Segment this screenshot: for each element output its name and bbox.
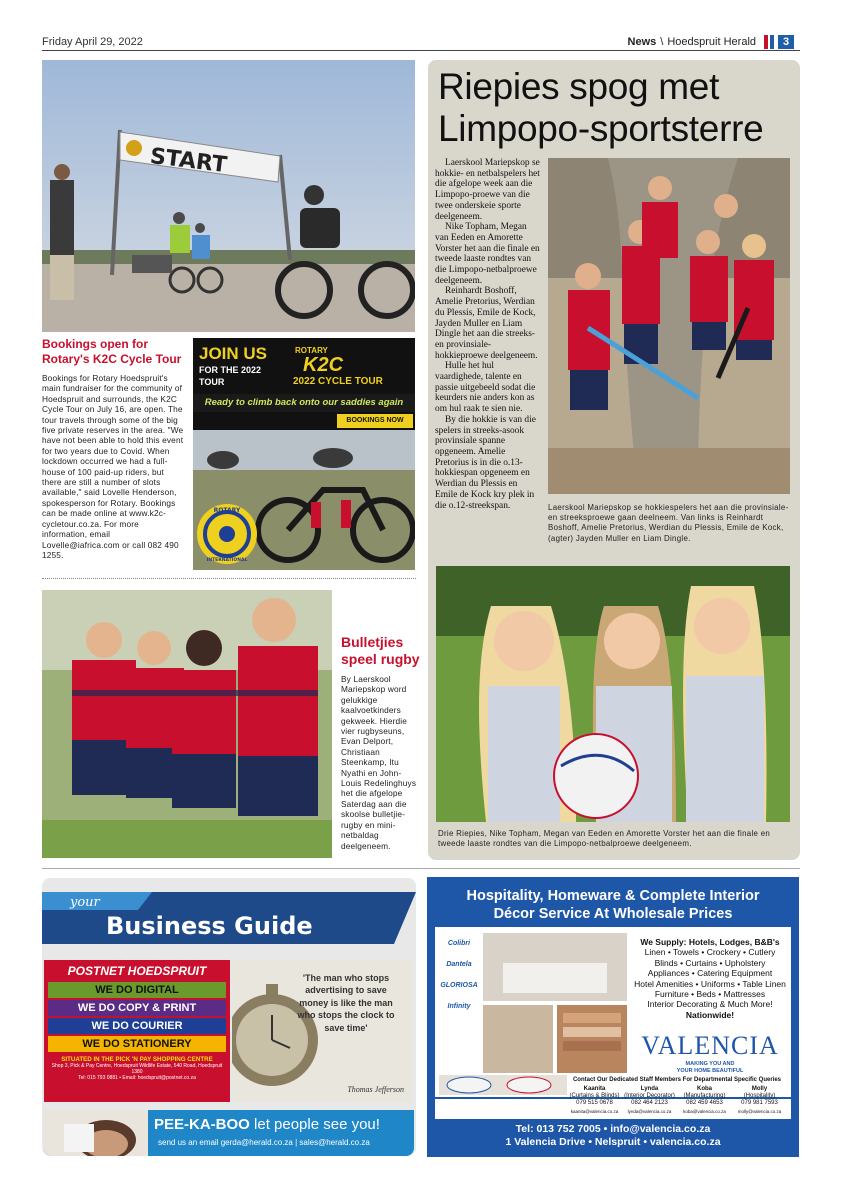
feature-paragraph: Nike Topham, Megan van Eeden en Amorette Vorster het aan die finale en tweede laaste rondtes van die Limpopo-netbalproewe deelgeneem. xyxy=(435,222,540,286)
staff-name: Kaanita xyxy=(583,1086,606,1092)
k2c-bookings-badge xyxy=(337,414,413,428)
k2c-for: FOR THE 2022 xyxy=(199,365,262,375)
postnet-service: WE DO COURIER xyxy=(48,1018,226,1034)
brand-logo: GLORIOSA xyxy=(440,982,478,989)
staff-email: kaanita@valencia.co.za xyxy=(570,1108,619,1114)
cycle-start-photo xyxy=(42,60,415,332)
feature-story-body xyxy=(435,158,541,511)
business-guide-banner xyxy=(42,888,416,946)
valencia-content xyxy=(435,927,791,1100)
feature-headline-line-1: Riepies spog met xyxy=(438,66,720,107)
header-color-bars xyxy=(764,35,774,49)
rugby-story-body: By Laerskool Mariepskop word gelukkige kaalvoetkinders gekweek. Hierdie vier rugbyseuns, Evan Delport, Christiaan Steenkamp, Itu Nyathi en John-Louis Redelinghuys het die afgelope Saterdag aan die skoolse bulletjie-rugby en mini-netbaldag deelgeneem. xyxy=(341,674,417,851)
ad-divider xyxy=(42,868,800,869)
staff-row xyxy=(567,1086,787,1116)
valencia-contact-line-2: 1 Valencia Drive • Nelspruit • valencia.co.za xyxy=(505,1136,721,1148)
supply-line: Appliances • Catering Equipment xyxy=(647,968,773,979)
valencia-advert xyxy=(427,877,799,1157)
jefferson-quote: 'The man who stops advertising to save money is like the man who stops the clock to save time' xyxy=(297,973,395,1033)
staff-role: (Manufacturing) xyxy=(683,1093,726,1100)
hockey-players-photo xyxy=(548,158,790,494)
cycle-headline-line-1: Bookings open for xyxy=(42,337,148,351)
staff-member xyxy=(567,1086,622,1116)
supply-line: Linen • Towels • Crockery • Cutlery xyxy=(644,947,776,958)
page-number: 3 xyxy=(778,35,794,49)
staff-member xyxy=(732,1086,787,1116)
staff-email: koba@valencia.co.za xyxy=(683,1108,726,1114)
brand-logo: Infinity xyxy=(447,1003,471,1010)
cycle-headline-line-2: Rotary's K2C Cycle Tour xyxy=(42,352,182,366)
valencia-brand-list xyxy=(439,933,479,1021)
cycle-headline xyxy=(42,337,181,367)
header-rule xyxy=(42,50,800,51)
staff-heading: Contact Our Dedicated Staff Members For Departmental Specific Queries xyxy=(572,1077,782,1083)
valencia-tagline-1: MAKING YOU AND xyxy=(685,1061,735,1067)
issue-date: Friday April 29, 2022 xyxy=(42,36,143,48)
postnet-address: Shop 3, Pick & Pay Centre, Hoedspruit Wildlife Estate, 540 Road, Hoedspruit 1380 xyxy=(51,1063,223,1076)
feature-paragraph: Laerskool Mariepskop se hokkie- en netbalspelers het die afgelope week aan die Limpopo-proewe van die twee onderskeie sporte deelgeneem. xyxy=(435,158,540,222)
page-header xyxy=(628,35,794,49)
valencia-contact-line-1: Tel: 013 752 7005 • info@valencia.co.za xyxy=(515,1123,711,1135)
quote-advert xyxy=(232,960,412,1102)
postnet-location: SITUATED IN THE PICK 'N PAY SHOPPING CENTRE xyxy=(61,1056,213,1063)
staff-member xyxy=(677,1086,732,1116)
k2c-join: JOIN US xyxy=(199,344,268,363)
staff-phone: 079 981 7593 xyxy=(741,1100,778,1107)
k2c-tour: TOUR xyxy=(199,377,225,387)
staff-email: molly@valencia.co.za xyxy=(737,1108,782,1114)
peekaboo-headline xyxy=(154,1116,380,1133)
staff-member xyxy=(622,1086,677,1116)
postnet-service: WE DO STATIONERY xyxy=(48,1036,226,1052)
brand-logo: Dantela xyxy=(446,961,472,968)
valencia-headline xyxy=(427,887,799,923)
staff-email: lynda@valencia.co.za xyxy=(627,1108,672,1114)
k2c-rotary: ROTARY xyxy=(295,346,328,355)
staff-role: (Interior Decorator) xyxy=(624,1093,675,1100)
cycle-story-body: Bookings for Rotary Hoedspruit's main fundraiser for the community of Hoedspruit and surrounds, the K2C Cycle Tour on July 16, are open. The tour travels through some of the big five private reserves in the area. "We have not been able to hold this event for two years due to Covid. When lockdown occurred we had a full-house of 100 paid-up riders, but there are still a number of slots available," said Lovelle Henderson, spokesperson for Rotary. Bookings can be made online at www.k2c-cycletour.co.za. For more information, email Lovelle@iafrica.com or call 082 490 1255. xyxy=(42,373,184,560)
postnet-advert xyxy=(44,960,230,1102)
rugby-headline xyxy=(341,634,420,668)
peekaboo-advert xyxy=(44,1110,414,1156)
k2c-bookings: BOOKINGS NOW xyxy=(346,417,404,424)
section-name: News xyxy=(627,36,657,48)
valencia-tagline-2: YOUR HOME BEAUTIFUL xyxy=(676,1068,744,1074)
feature-headline-line-2: Limpopo-sportsterre xyxy=(438,108,764,149)
start-banner-text: START xyxy=(148,143,229,179)
valencia-headline-line-1: Hospitality, Homeware & Complete Interior xyxy=(466,888,760,904)
k2c-for-tour xyxy=(199,364,261,388)
k2c-slogan-bar xyxy=(193,394,415,412)
valencia-contact xyxy=(427,1123,799,1149)
valencia-supply-list xyxy=(631,937,789,1020)
valencia-crockery-photo xyxy=(439,1075,567,1095)
hockey-caption: Laerskool Mariepskop se hokkiespelers het aan die provinsiale- en streeksproewe gaan deelneem. Van links is Reinhardt Boshoff, Amelie Pretorius, Werdian du Plessis, Emile de Kock, (agter) Jayden Muller en Liam Dingle. xyxy=(548,503,789,543)
k2c-year: 2022 CYCLE TOUR xyxy=(293,376,383,387)
feature-paragraph: Reinhardt Boshoff, Amelie Pretorius, Werdian du Plessis, Emile de Kock, Jayden Muller en Liam Dingle het aan die streeks- en provinsiale-hokkieproewe deelgeneem. xyxy=(435,286,538,361)
peekaboo-rest: let people see you! xyxy=(254,1116,380,1133)
guide-your: your xyxy=(70,895,100,910)
feature-paragraph: By die hokkie is van die spelers in streeks-asook provinsiale spanne opgeneem. Amelie Pretorius is in die o.13-hokkiespan opgeneem en Werdian du Plessis en Emile de Kock kry plek in die o.12-streekspan. xyxy=(435,414,536,511)
peekaboo-title: PEE-KA-BOO xyxy=(154,1116,250,1133)
k2c-advert xyxy=(193,338,415,570)
peekaboo-face-image xyxy=(44,1110,148,1156)
staff-name: Koba xyxy=(697,1086,712,1092)
netball-girls-photo xyxy=(436,566,790,822)
valencia-logo-text: VALENCIA xyxy=(641,1031,779,1060)
rotary-seal-bottom: INTERNATIONAL xyxy=(206,558,248,563)
staff-name: Molly xyxy=(751,1086,768,1092)
feature-headline xyxy=(438,66,793,150)
supply-line: Blinds • Curtains • Upholstery xyxy=(654,957,766,968)
staff-name: Lynda xyxy=(640,1086,659,1092)
valencia-staff-directory xyxy=(567,1077,787,1116)
staff-phone: 082 459 4653 xyxy=(686,1100,723,1107)
feature-paragraph: Hulle het hul vaardighede, talente en passie uitgebeeld sodat die keurders nie anders kon as om hul raak te sien nie. xyxy=(435,361,536,415)
staff-phone: 082 464 2123 xyxy=(631,1100,668,1107)
supply-nationwide: Nationwide! xyxy=(685,1009,735,1020)
postnet-service: WE DO COPY & PRINT xyxy=(48,1000,226,1016)
postnet-title: POSTNET HOEDSPRUIT xyxy=(67,964,207,978)
paper-name: Hoedspruit Herald xyxy=(667,36,756,48)
netball-caption: Drie Riepies, Nike Topham, Megan van Eeden en Amorette Vorster het aan die finale en tweede laaste rondtes van die Limpopo-netbalproewe deelgeneem. xyxy=(438,829,771,849)
rugby-headline-line-2: speel rugby xyxy=(341,651,420,667)
supply-line: Interior Decorating & Much More! xyxy=(647,999,773,1010)
valencia-product-photos xyxy=(483,933,627,1073)
header-separator: \ xyxy=(660,36,664,48)
supply-line: Furniture • Beds • Mattresses xyxy=(654,989,766,1000)
valencia-headline-line-2: Décor Service At Wholesale Prices xyxy=(493,906,733,922)
guide-title: Business Guide xyxy=(106,912,313,940)
postnet-contact: Tel: 015 793 0881 • Email: hoedspruit@postnet.co.za xyxy=(78,1075,196,1082)
brand-logo: Colibri xyxy=(447,940,471,947)
quote-author-signature: Thomas Jefferson xyxy=(347,1085,404,1094)
k2c-logo: K2C xyxy=(303,354,344,376)
supply-line: Hotel Amenities • Uniforms • Table Linen xyxy=(634,978,786,989)
staff-role: (Hospitality) xyxy=(743,1093,776,1100)
rugby-boys-photo xyxy=(42,590,332,858)
k2c-bike-photo xyxy=(193,430,415,570)
postnet-service: WE DO DIGITAL xyxy=(48,982,226,998)
supply-heading: We Supply: Hotels, Lodges, B&B's xyxy=(640,937,780,947)
k2c-slogan: Ready to climb back onto our saddies again xyxy=(204,397,404,408)
rotary-seal-top: ROTARY xyxy=(213,507,241,514)
peekaboo-email: send us an email gerda@herald.co.za | sales@herald.co.za xyxy=(158,1138,370,1147)
rugby-headline-line-1: Bulletjies xyxy=(341,634,404,650)
staff-phone: 079 515 0678 xyxy=(576,1100,613,1107)
staff-role: (Curtains & Blinds) xyxy=(569,1093,620,1100)
valencia-logo xyxy=(631,1031,789,1075)
section-divider xyxy=(42,578,416,579)
